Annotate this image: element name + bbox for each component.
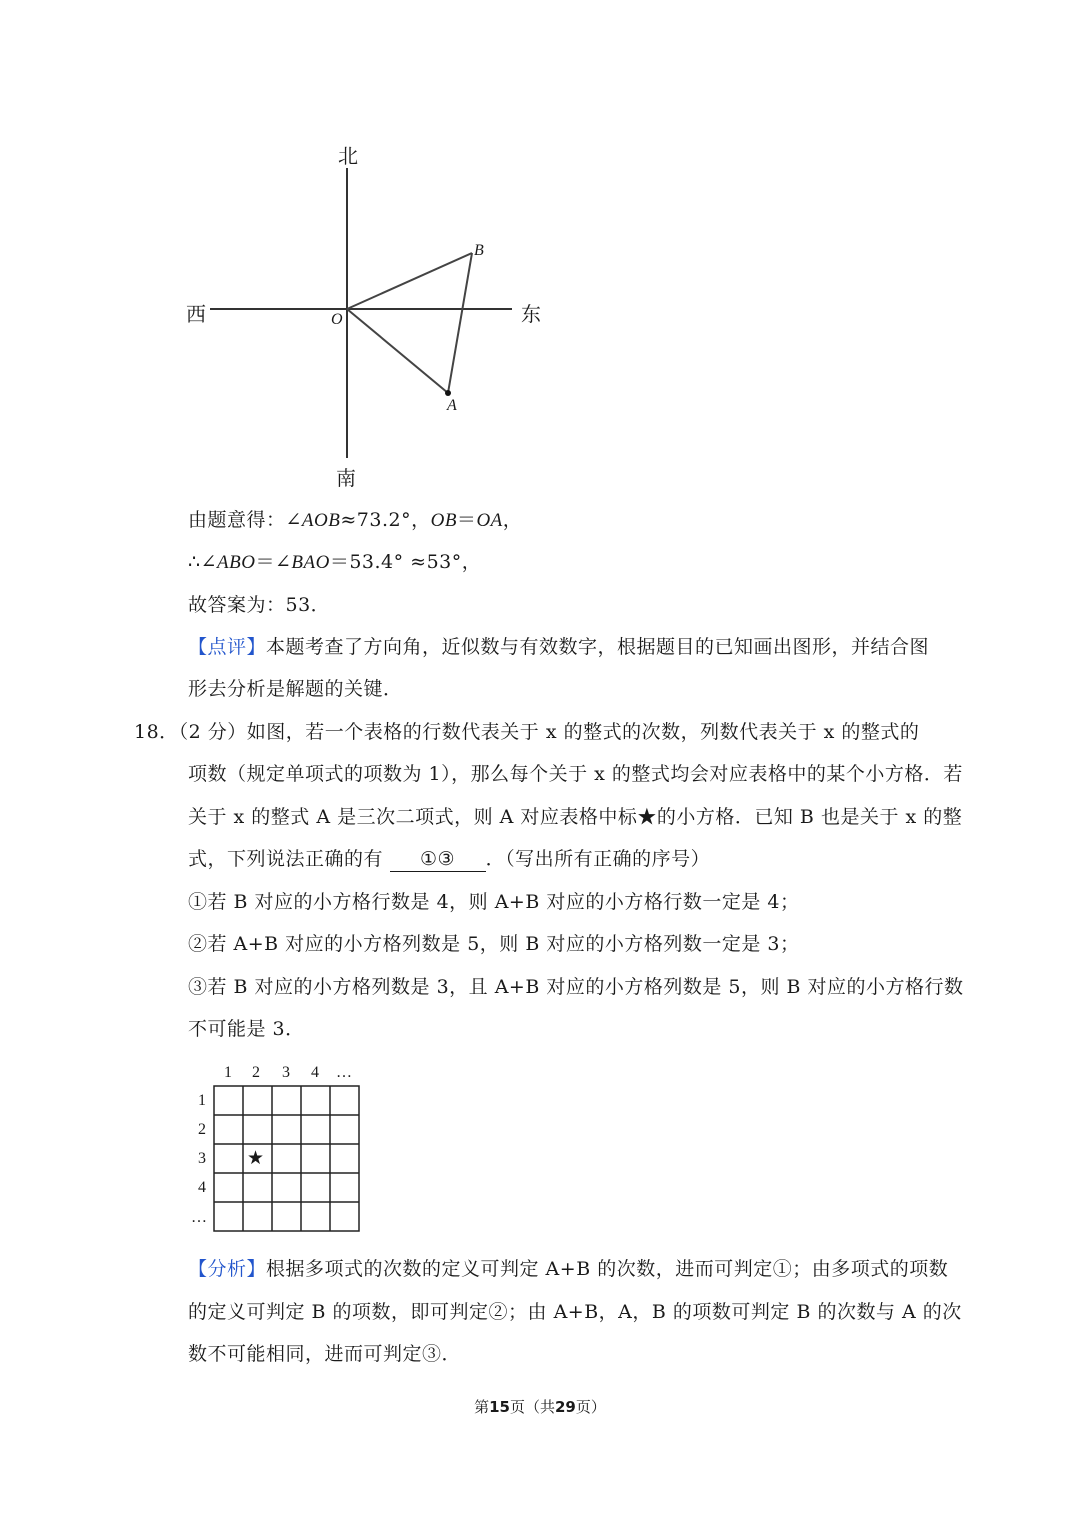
comment-line-2: 形去分析是解题的关键． xyxy=(188,678,403,700)
page-number: 15 xyxy=(489,1398,510,1416)
analysis-tag: 【分析】 xyxy=(188,1258,267,1280)
grid-table xyxy=(213,1085,361,1233)
segment-oa xyxy=(347,309,448,393)
answer-blank: ①③ xyxy=(390,847,486,872)
segment-ob xyxy=(347,253,472,309)
comment-line-1: 【点评】本题考查了方向角，近似数与有效数字，根据题目的已知画出图形，并结合图 xyxy=(188,636,930,658)
solution-line-3: 故答案为：53． xyxy=(188,594,331,616)
point-b-label: B xyxy=(474,242,484,259)
total-pages: 29 xyxy=(555,1398,576,1416)
comment-tag: 【点评】 xyxy=(188,636,267,658)
solution-line-2: ∴∠ABO＝∠BAO＝53.4° ≈53°， xyxy=(188,551,482,573)
question-18-line-1: 18．（2 分）如图，若一个表格的行数代表关于 x 的整式的次数，列数代表关于 x 的整式的 xyxy=(134,721,920,743)
col-header: … xyxy=(336,1064,352,1081)
row-header: … xyxy=(191,1209,207,1226)
option-3-line-2: 不可能是 3． xyxy=(188,1018,305,1040)
point-a-dot xyxy=(445,390,451,396)
west-label: 西 xyxy=(186,302,206,326)
analysis-line-1: 【分析】根据多项式的次数的定义可判定 A+B 的次数，进而可判定①；由多项式的项数 xyxy=(188,1258,949,1280)
col-header: 4 xyxy=(311,1064,319,1081)
south-label: 南 xyxy=(336,466,356,490)
star-icon: ★ xyxy=(247,1147,265,1169)
point-a-label: A xyxy=(447,397,457,414)
col-header: 1 xyxy=(224,1064,232,1081)
east-label: 东 xyxy=(521,302,541,326)
col-header: 3 xyxy=(282,1064,290,1081)
page-footer: 第15页（共29页） xyxy=(474,1398,606,1416)
option-2: ②若 A+B 对应的小方格列数是 5，则 B 对应的小方格列数一定是 3； xyxy=(188,933,800,955)
option-1: ①若 B 对应的小方格行数是 4，则 A+B 对应的小方格行数一定是 4； xyxy=(188,891,800,913)
north-label: 北 xyxy=(338,144,358,168)
row-header: 4 xyxy=(198,1179,206,1196)
row-header: 2 xyxy=(198,1121,206,1138)
question-18-line-4: 式，下列说法正确的有 ①③ ．（写出所有正确的序号） xyxy=(188,848,711,870)
origin-label: O xyxy=(331,311,343,328)
analysis-line-3: 数不可能相同，进而可判定③． xyxy=(188,1343,462,1365)
row-header: 3 xyxy=(198,1150,206,1167)
option-3-line-1: ③若 B 对应的小方格列数是 3，且 A+B 对应的小方格列数是 5，则 B 对应的小方格行数 xyxy=(188,976,964,998)
compass-svg xyxy=(0,0,1080,500)
analysis-line-2: 的定义可判定 B 的项数，即可判定②；由 A+B，A，B 的项数可判定 B 的次数与 A 的次 xyxy=(188,1301,962,1323)
row-header: 1 xyxy=(198,1092,206,1109)
question-18-line-2: 项数（规定单项式的项数为 1），那么每个关于 x 的整式均会对应表格中的某个小方格．若 xyxy=(188,763,963,785)
segment-ab xyxy=(448,253,472,393)
solution-line-1: 由题意得：∠AOB≈73.2°，OB＝OA， xyxy=(188,509,523,531)
question-18-line-3: 关于 x 的整式 A 是三次二项式，则 A 对应表格中标★的小方格．已知 B 也是关于 x 的整 xyxy=(188,806,963,828)
col-header: 2 xyxy=(252,1064,260,1081)
